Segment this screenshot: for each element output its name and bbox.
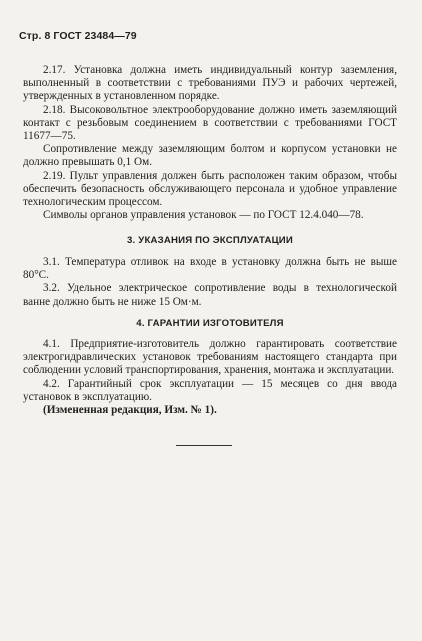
paragraph-2-18: 2.18. Высоковольтное электрооборудование должно иметь заземляющий контакт с резьбовым соединением в соответствии с требованиями ГОСТ 11677—75. (23, 103, 397, 143)
paragraph-3-2: 3.2. Удельное электрическое сопротивление воды в технологической ванне должно быть не ниже 15 Ом·м. (23, 282, 397, 308)
section-4-title: 4. ГАРАНТИИ ИЗГОТОВИТЕЛЯ (136, 318, 284, 329)
paragraph-3-1: 3.1. Температура отливок на входе в установку должна быть не выше 80°С. (23, 256, 397, 282)
page-header: Стр. 8 ГОСТ 23484—79 (19, 30, 137, 42)
section-2-continuation (23, 64, 397, 222)
section-3-title: 3. УКАЗАНИЯ ПО ЭКСПЛУАТАЦИИ (127, 235, 293, 246)
paragraph-4-2: 4.2. Гарантийный срок эксплуатации — 15 месяцев со дня ввода установок в эксплуатацию. (23, 377, 397, 403)
paragraph-symbols: Символы органов управления установок — по ГОСТ 12.4.040—78. (43, 209, 364, 222)
paragraph-2-17: 2.17. Установка должна иметь индивидуальный контур заземления, выполненный в соответствии с требованиями ПУЭ и рабочих чертежей, утвержденных в установленном порядке. (23, 64, 397, 103)
section-3-body (23, 256, 397, 309)
section-4-body (23, 338, 397, 417)
paragraph-2-19: 2.19. Пульт управления должен быть расположен таким образом, чтобы обеспечить безопасность обслуживающего персонала и удобное управление технологическим процессом. (23, 169, 397, 209)
end-rule (176, 445, 232, 446)
paragraph-4-1: 4.1. Предприятие-изготовитель должно гарантировать соответствие электрогидравлических установок требованиям настоящего стандарта при соблюдении условий транспортирования, хранения, монтажа и эксплуатации. (23, 338, 397, 377)
paragraph-resistance: Сопротивление между заземляющим болтом и корпусом установки не должно превышать 0,1 Ом. (23, 143, 397, 169)
amendment-note: (Измененная редакция, Изм. № 1). (43, 404, 217, 417)
